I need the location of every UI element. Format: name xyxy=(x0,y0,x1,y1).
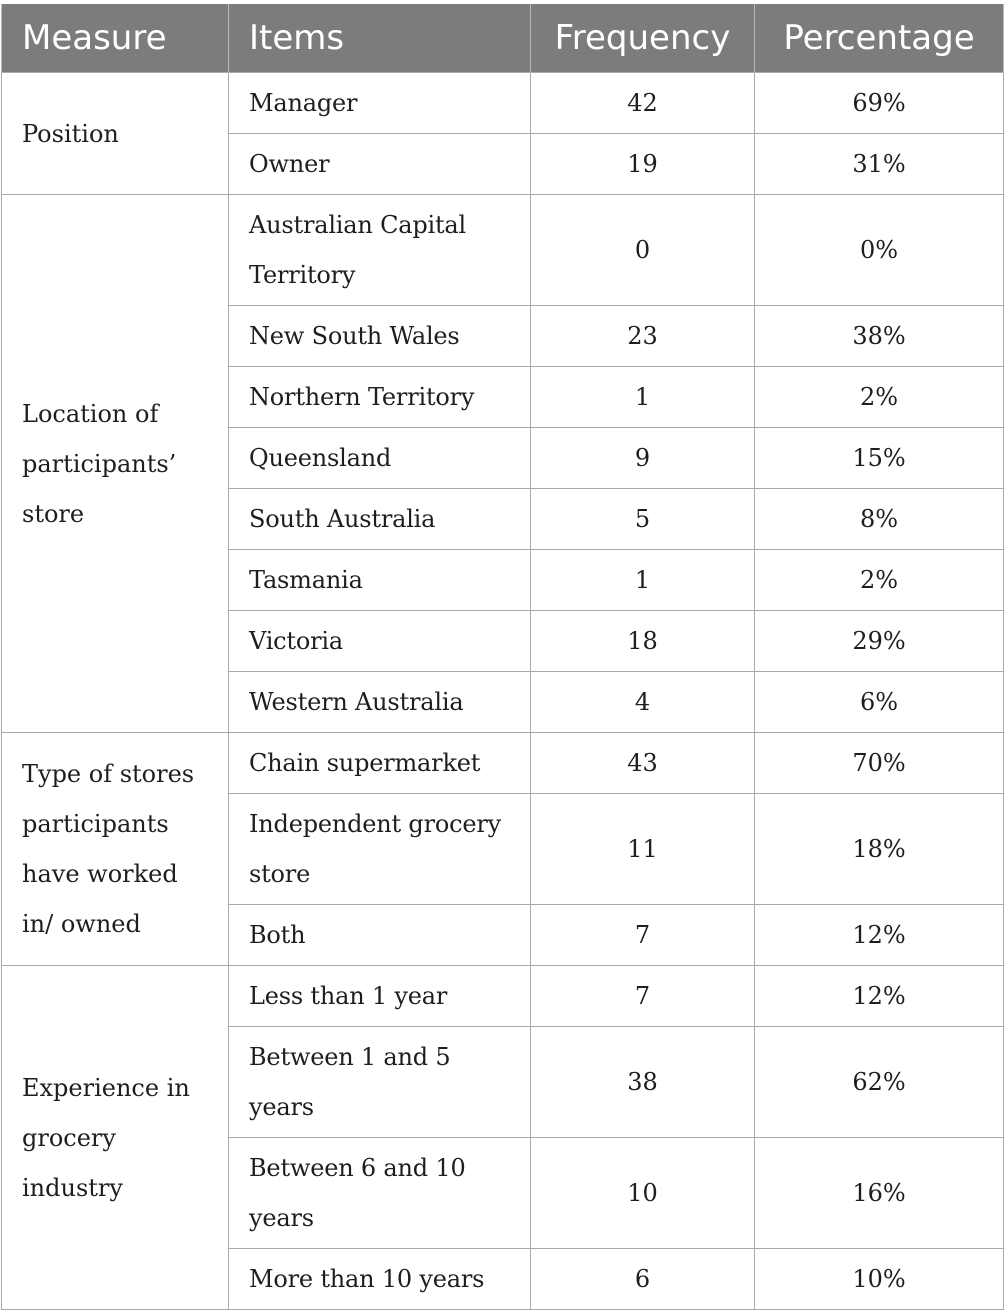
item-cell: Chain supermarket xyxy=(229,733,531,794)
item-cell: Western Australia xyxy=(229,672,531,733)
frequency-cell: 1 xyxy=(531,367,755,428)
item-cell: Manager xyxy=(229,73,531,134)
percentage-cell: 0% xyxy=(755,195,1004,306)
percentage-cell: 8% xyxy=(755,489,1004,550)
frequency-cell: 19 xyxy=(531,134,755,195)
item-cell: Tasmania xyxy=(229,550,531,611)
percentage-cell: 15% xyxy=(755,428,1004,489)
item-cell: Northern Territory xyxy=(229,367,531,428)
percentage-cell: 38% xyxy=(755,306,1004,367)
frequency-cell: 7 xyxy=(531,966,755,1027)
item-cell: Between 6 and 10 years xyxy=(229,1138,531,1249)
header-frequency: Frequency xyxy=(531,4,755,73)
item-cell: Victoria xyxy=(229,611,531,672)
table-row xyxy=(2,733,1004,794)
frequency-cell: 7 xyxy=(531,905,755,966)
item-cell: Between 1 and 5 years xyxy=(229,1027,531,1138)
percentage-cell: 18% xyxy=(755,794,1004,905)
percentage-cell: 2% xyxy=(755,367,1004,428)
item-cell: Independent grocery store xyxy=(229,794,531,905)
measure-cell: Position xyxy=(2,73,229,195)
frequency-cell: 38 xyxy=(531,1027,755,1138)
frequency-cell: 18 xyxy=(531,611,755,672)
percentage-cell: 70% xyxy=(755,733,1004,794)
table-row xyxy=(2,73,1004,134)
frequency-cell: 11 xyxy=(531,794,755,905)
header-row xyxy=(2,4,1004,73)
item-cell: Less than 1 year xyxy=(229,966,531,1027)
table-row xyxy=(2,195,1004,306)
percentage-cell: 69% xyxy=(755,73,1004,134)
item-cell: Both xyxy=(229,905,531,966)
percentage-cell: 31% xyxy=(755,134,1004,195)
frequency-cell: 42 xyxy=(531,73,755,134)
item-cell: Queensland xyxy=(229,428,531,489)
frequency-cell: 23 xyxy=(531,306,755,367)
item-cell: New South Wales xyxy=(229,306,531,367)
demographics-table xyxy=(1,4,1004,1310)
header-measure: Measure xyxy=(2,4,229,73)
frequency-cell: 4 xyxy=(531,672,755,733)
percentage-cell: 12% xyxy=(755,966,1004,1027)
frequency-cell: 43 xyxy=(531,733,755,794)
measure-cell: Type of stores participants have worked in/ owned xyxy=(2,733,229,966)
item-cell: South Australia xyxy=(229,489,531,550)
item-cell: Owner xyxy=(229,134,531,195)
measure-cell: Experience in grocery industry xyxy=(2,966,229,1310)
frequency-cell: 1 xyxy=(531,550,755,611)
percentage-cell: 29% xyxy=(755,611,1004,672)
header-items: Items xyxy=(229,4,531,73)
measure-cell: Location of participants’ store xyxy=(2,195,229,733)
percentage-cell: 62% xyxy=(755,1027,1004,1138)
frequency-cell: 6 xyxy=(531,1249,755,1310)
percentage-cell: 12% xyxy=(755,905,1004,966)
frequency-cell: 0 xyxy=(531,195,755,306)
percentage-cell: 16% xyxy=(755,1138,1004,1249)
frequency-cell: 5 xyxy=(531,489,755,550)
frequency-cell: 10 xyxy=(531,1138,755,1249)
percentage-cell: 10% xyxy=(755,1249,1004,1310)
header-percentage: Percentage xyxy=(755,4,1004,73)
frequency-cell: 9 xyxy=(531,428,755,489)
item-cell: More than 10 years xyxy=(229,1249,531,1310)
percentage-cell: 2% xyxy=(755,550,1004,611)
item-cell: Australian Capital Territory xyxy=(229,195,531,306)
table-row xyxy=(2,966,1004,1027)
percentage-cell: 6% xyxy=(755,672,1004,733)
